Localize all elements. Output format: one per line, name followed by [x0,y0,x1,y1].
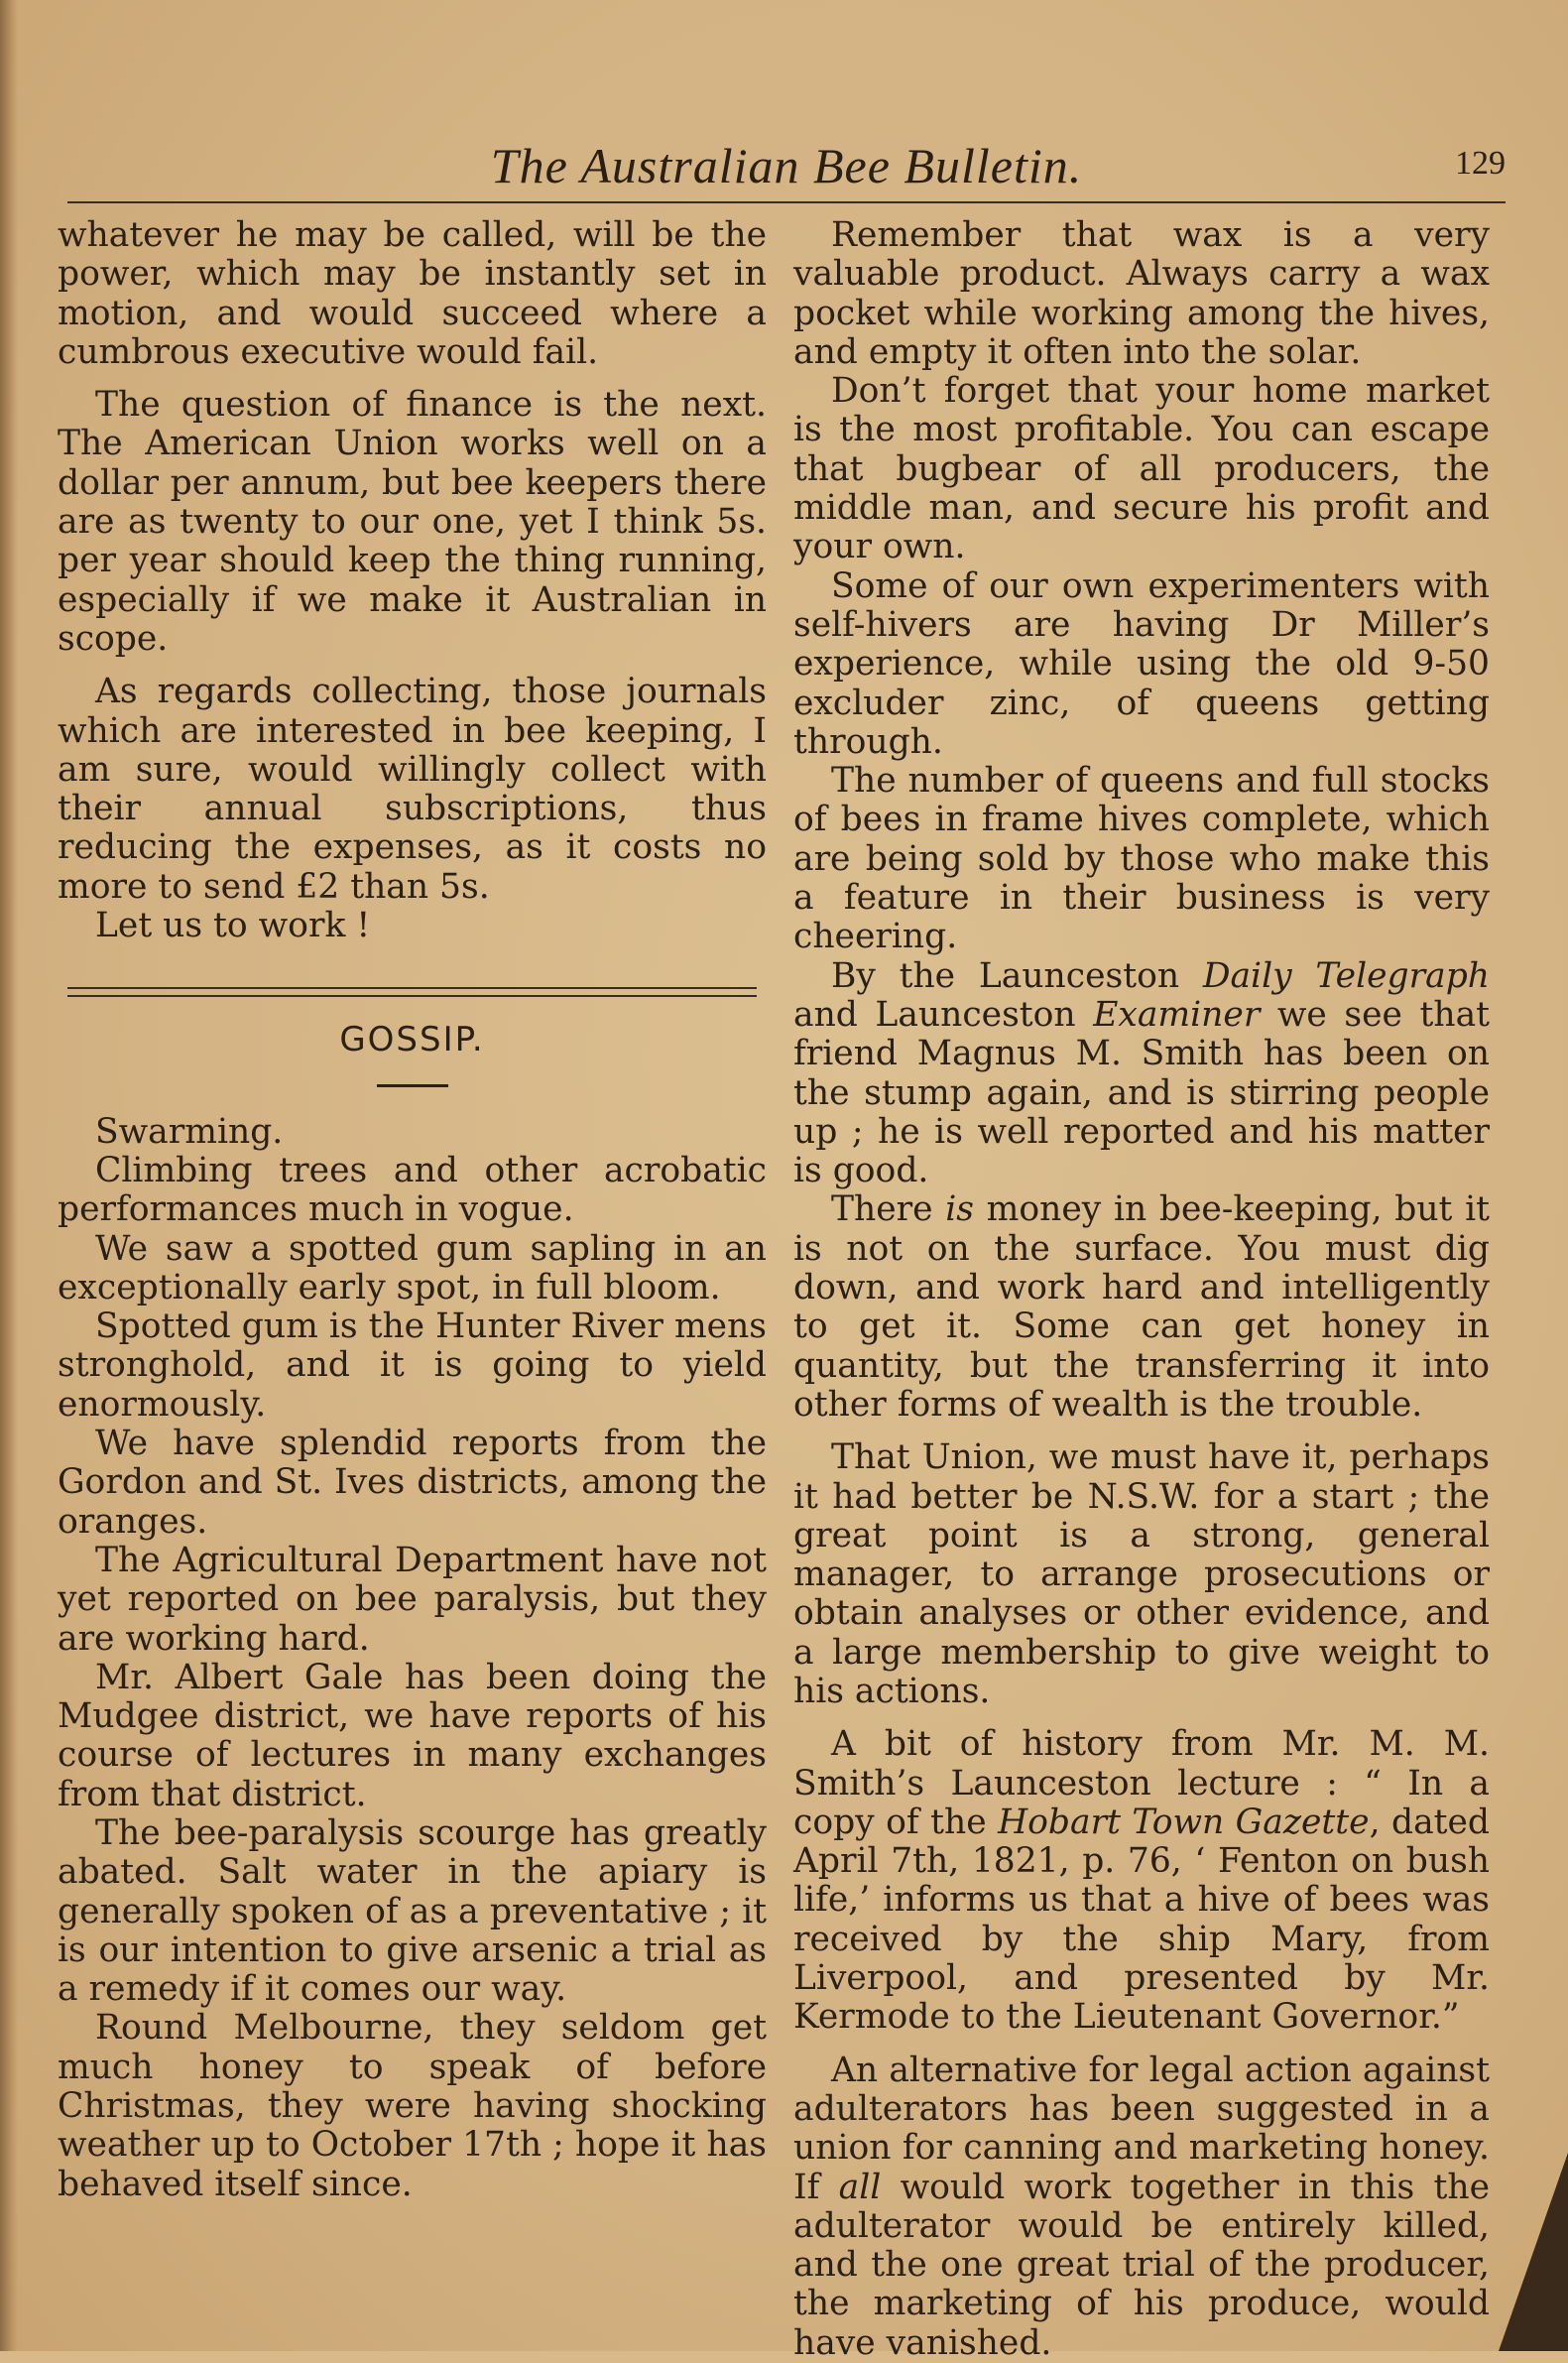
paragraph: Spotted gum is the Hunter River mens stronghold, and it is going to yield enormously. [58,1306,767,1425]
paragraph: The question of finance is the next. The American Union works well on a dollar per annum, but bee keepers there are as twenty to our one, yet I think 5s. per year should keep the thing running, especially if we make it Australian in scope. [58,385,767,659]
text-run: , dated April 7th, 1821, p. 76, ‘ Fenton on bush life,’ informs us that a hive of bees was received by the ship Mary, from Liverpool, and presented by Mr. Kermode to the Lieutenant Governor.” [793,1802,1490,2038]
paragraph [793,957,1490,1191]
running-title: The Australian Bee Bulletin. [490,138,1083,193]
paragraph [793,1190,1490,1425]
paragraph [793,1725,1490,2037]
text-run: There [831,1189,946,1230]
paragraph: Some of our own experimenters with self-hivers are having Dr Miller’s experience, while using the old 9-50 excluder zinc, of queens getting through. [793,565,1490,762]
paragraph: Remember that wax is a very valuable product. Always carry a wax pocket while working among the hives, and empty it often into the solar. [793,215,1490,372]
header-rule [67,201,1506,203]
right-column [793,216,1490,2363]
paragraph: Let us to work ! [95,906,371,946]
emphasis: all [838,2167,882,2207]
section-heading: GOSSIP. [339,1020,485,1060]
paragraph: whatever he may be called, will be the power, which may be instantly set in motion, and would succeed where a cumbrous executive would fail. [58,215,767,372]
newspaper-title: Daily Telegraph [1202,955,1490,996]
text-run: money in bee-keeping, but it is not on the surface. You must dig down, and work hard and intelligently to get it. Some can get honey in quantity, but the transferring it into other forms of wealth is the trouble. [793,1189,1490,1425]
text-run: would work together in this the adulterator would be entirely killed, and the one great trial of the producer, the marketing of his produce, would have vanished. [793,2167,1490,2363]
left-column [58,216,767,2204]
paragraph: The bee-paralysis scourge has greatly abated. Salt water in the apiary is generally spoken of as a preventative ; it is our intention to give arsenic a trial as a remedy if it comes our way. [58,1812,767,2010]
page-corner-shadow [1499,2153,1568,2351]
section-divider [67,987,757,997]
paragraph: Climbing trees and other acrobatic performances much in vogue. [58,1150,767,1230]
text-run: we see that friend Magnus M. Smith has been on the stump again, and is stirring people up ; he is well reported and his matter is good. [793,994,1490,1191]
paragraph: As regards collecting, those journals which are interested in bee keeping, I am sure, would willingly collect with their annual subscriptions, thus reducing the expenses, as it costs no more to send £2 than 5s. [58,672,767,907]
paragraph: That Union, we must have it, perhaps it had better be N.S.W. for a start ; the great point is a strong, general manager, to arrange prosecutions or obtain analyses or other evidence, and a large membership to give weight to his actions. [793,1437,1490,1711]
paragraph: We saw a spotted gum sapling in an exceptionally early spot, in full bloom. [58,1228,767,1307]
paragraph [793,2052,1490,2363]
text-run: A bit of history from Mr. M. M. Smith’s Launceston lecture : “ In a copy of the [793,1724,1490,1842]
paragraph: We have splendid reports from the Gordon and St. Ives districts, among the oranges. [58,1424,767,1542]
text-run: and Launceston [793,994,1094,1035]
newspaper-title: Examiner [1093,994,1261,1035]
page-header [67,137,1506,194]
paragraph: Don’t forget that your home market is the most profitable. You can escape that bugbear of all producers, the middle man, and secure his profit and your own. [793,371,1490,567]
paragraph: Swarming. [95,1111,284,1152]
page-number: 129 [1455,145,1506,182]
text-run: By the Launceston [831,955,1203,996]
paragraph: Round Melbourne, they seldom get much honey to speak of before Christmas, they were having shocking weather up to October 17th ; hope it has behaved itself since. [58,2008,767,2204]
heading-rule [377,1084,448,1087]
paragraph: The number of queens and full stocks of bees in frame hives complete, which are being sold by those who make this a feature in their business is very cheering. [793,761,1490,957]
text-run: An alternative for legal action against adulterators has been suggested in a union for canning and marketing honey. If [793,2050,1490,2207]
paragraph: Mr. Albert Gale has been doing the Mudgee district, we have reports of his course of lectures in many exchanges from that district. [58,1657,767,1814]
paragraph: The Agricultural Department have not yet reported on bee paralysis, but they are working hard. [58,1540,767,1659]
page-binding-edge [0,0,18,2351]
emphasis: is [945,1189,974,1230]
newspaper-title: Hobart Town Gazette [998,1802,1370,1842]
